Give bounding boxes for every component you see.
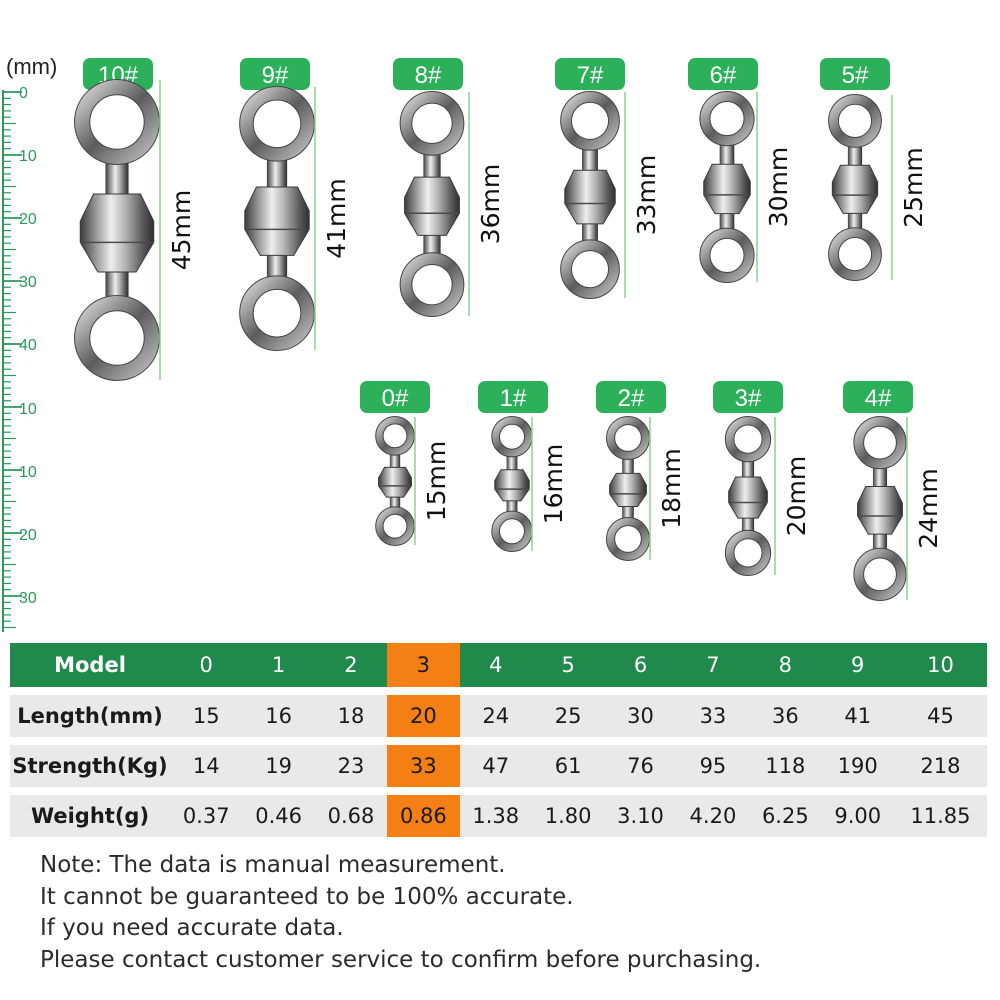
swivel-ring-shine xyxy=(834,233,877,276)
ruler-label: 30 xyxy=(19,274,37,291)
size-badge-label: 8# xyxy=(414,62,442,89)
table-cell: 3.10 xyxy=(604,795,676,837)
table-header-row xyxy=(10,643,987,687)
swivel-4 xyxy=(843,381,943,600)
table-cell: 4.20 xyxy=(677,795,749,837)
table-cell: 41 xyxy=(822,695,894,737)
row-spacer-cell xyxy=(10,687,987,695)
length-label: 41mm xyxy=(322,178,351,259)
table-cell: 19 xyxy=(242,745,314,787)
note-line: It cannot be guaranteed to be 100% accurate. xyxy=(40,883,574,910)
table-cell: 190 xyxy=(822,745,894,787)
swivel-barrel xyxy=(80,194,154,272)
swivel-2 xyxy=(596,381,686,560)
table-cell: 0.68 xyxy=(315,795,387,837)
model-header-cell: 0 xyxy=(170,643,242,687)
table-cell: 24 xyxy=(460,695,532,737)
swivel-ring-shine xyxy=(611,522,646,557)
swivel-ring-shine xyxy=(566,97,614,145)
notes xyxy=(40,850,761,976)
size-badge-label: 6# xyxy=(709,62,737,89)
swivel-barrel xyxy=(405,177,460,235)
ruler-label: 20 xyxy=(19,211,37,228)
swivel-barrel xyxy=(704,164,751,213)
size-badge-label: 2# xyxy=(617,385,645,412)
swivel-barrel xyxy=(858,487,903,535)
swivel-6 xyxy=(688,58,793,282)
table-cell: 23 xyxy=(315,745,387,787)
swivel-8 xyxy=(393,58,505,316)
swivel-ring-shine xyxy=(730,421,767,458)
ruler-label: 20 xyxy=(19,527,37,544)
swivel-neck xyxy=(105,160,128,198)
model-header-cell: 1 xyxy=(242,643,314,687)
model-header-cell: 4 xyxy=(460,643,532,687)
model-header-cell: 6 xyxy=(604,643,676,687)
ruler-label: 40 xyxy=(19,337,37,354)
swivel-barrel xyxy=(495,470,529,501)
size-badge-label: 7# xyxy=(576,62,604,89)
swivel-ring-shine xyxy=(730,535,767,572)
swivel-barrel xyxy=(832,165,877,213)
swivel-10 xyxy=(80,58,196,380)
table-cell: 9.00 xyxy=(822,795,894,837)
table-cell: 0.37 xyxy=(170,795,242,837)
length-label: 25mm xyxy=(899,147,928,228)
swivel-ring-shine xyxy=(379,511,410,542)
note-line: Please contact customer service to confirm before purchasing. xyxy=(40,946,762,973)
table-cell: 14 xyxy=(170,745,242,787)
swivel-barrel xyxy=(565,170,615,224)
table-cell: 25 xyxy=(532,695,604,737)
length-label: 45mm xyxy=(167,189,196,271)
swivel-0 xyxy=(360,381,451,545)
swivel-5 xyxy=(820,58,928,280)
table-row xyxy=(10,745,987,787)
size-badge-label: 9# xyxy=(261,62,289,89)
row-label: Weight(g) xyxy=(10,795,170,837)
row-label: Length(mm) xyxy=(10,695,170,737)
table-cell: 76 xyxy=(604,745,676,787)
swivel-ring-shine xyxy=(379,420,410,451)
swivel-ring-shine xyxy=(496,420,529,453)
row-spacer-cell xyxy=(10,787,987,795)
swivel-ring-shine xyxy=(859,421,902,464)
model-header-cell: 3 xyxy=(387,643,459,687)
model-header-cell: 5 xyxy=(532,643,604,687)
row-spacer-cell xyxy=(10,737,987,745)
table-cell: 1.38 xyxy=(460,795,532,837)
table-cell: 45 xyxy=(894,695,987,737)
unit-label: (mm) xyxy=(6,54,58,79)
row-spacer xyxy=(10,737,987,745)
table-cell: 33 xyxy=(677,695,749,737)
table-cell: 30 xyxy=(604,695,676,737)
model-header-cell: 7 xyxy=(677,643,749,687)
swivel-ring-shine xyxy=(406,259,458,311)
row-label: Strength(Kg) xyxy=(10,745,170,787)
row-spacer xyxy=(10,687,987,695)
table-cell: 18 xyxy=(315,695,387,737)
size-badge-label: 5# xyxy=(841,62,869,89)
ruler-label: 10 xyxy=(19,148,37,165)
swivel-ring-shine xyxy=(246,283,307,344)
swivel-ring-shine xyxy=(406,97,458,149)
table-cell: 6.25 xyxy=(749,795,821,837)
length-label: 16mm xyxy=(539,443,568,525)
table-cell: 0.46 xyxy=(242,795,314,837)
table-cell: 61 xyxy=(532,745,604,787)
ruler-label: 10 xyxy=(19,401,37,418)
size-badge-label: 10# xyxy=(97,62,139,89)
length-label: 15mm xyxy=(422,440,451,522)
spec-table xyxy=(10,643,987,837)
swivel-1 xyxy=(478,381,568,551)
swivel-neck xyxy=(267,157,287,191)
length-label: 36mm xyxy=(476,163,505,245)
swivel-ring-shine xyxy=(566,245,614,293)
model-header-cell: 10 xyxy=(894,643,987,687)
swivel-ring-shine xyxy=(246,93,307,154)
swivel-ring-shine xyxy=(82,87,152,157)
size-badge-label: 0# xyxy=(381,385,409,412)
table-cell: 36 xyxy=(749,695,821,737)
swivel-7 xyxy=(555,58,661,298)
swivel-ring-shine xyxy=(496,515,529,548)
swivel-barrel xyxy=(379,467,412,497)
model-header-cell: 8 xyxy=(749,643,821,687)
swivel-barrel xyxy=(610,473,647,506)
note-line: Note: The data is manual measurement. xyxy=(40,852,506,878)
length-label: 20mm xyxy=(782,455,811,537)
size-badge-label: 1# xyxy=(499,385,527,412)
length-label: 18mm xyxy=(657,448,686,529)
table-cell: 1.80 xyxy=(532,795,604,837)
table-cell: 33 xyxy=(387,745,459,787)
swivel-ring-shine xyxy=(705,97,749,141)
table-cell: 95 xyxy=(677,745,749,787)
swivel-ring-shine xyxy=(834,99,877,142)
swivel-barrel xyxy=(729,477,768,518)
length-label: 33mm xyxy=(632,154,661,236)
table-row xyxy=(10,795,987,837)
table-cell: 16 xyxy=(242,695,314,737)
ruler-label: 30 xyxy=(19,590,37,607)
swivel-ring-shine xyxy=(705,233,749,277)
model-header-cell: 9 xyxy=(822,643,894,687)
table-cell: 118 xyxy=(749,745,821,787)
length-label: 24mm xyxy=(914,468,943,549)
table-cell: 47 xyxy=(460,745,532,787)
swivel-9 xyxy=(240,58,351,350)
swivel-ring-shine xyxy=(611,421,646,456)
table-cell: 218 xyxy=(894,745,987,787)
row-spacer xyxy=(10,787,987,795)
table-row xyxy=(10,695,987,737)
swivel-barrel xyxy=(245,187,309,255)
table-cell: 15 xyxy=(170,695,242,737)
swivel-ring-shine xyxy=(82,303,152,373)
size-badge-label: 3# xyxy=(734,385,762,412)
ruler-label: 0 xyxy=(19,85,28,102)
swivel-3 xyxy=(713,381,811,575)
model-header-cell: 2 xyxy=(315,643,387,687)
length-label: 30mm xyxy=(764,146,793,228)
ruler-label: 10 xyxy=(19,464,37,481)
size-badge-label: 4# xyxy=(864,385,892,412)
table-cell: 11.85 xyxy=(894,795,987,837)
model-header-label: Model xyxy=(10,643,170,687)
note-line: If you need accurate data. xyxy=(40,915,344,941)
table-cell: 20 xyxy=(387,695,459,737)
table-cell: 0.86 xyxy=(387,795,459,837)
swivel-ring-shine xyxy=(859,553,902,596)
